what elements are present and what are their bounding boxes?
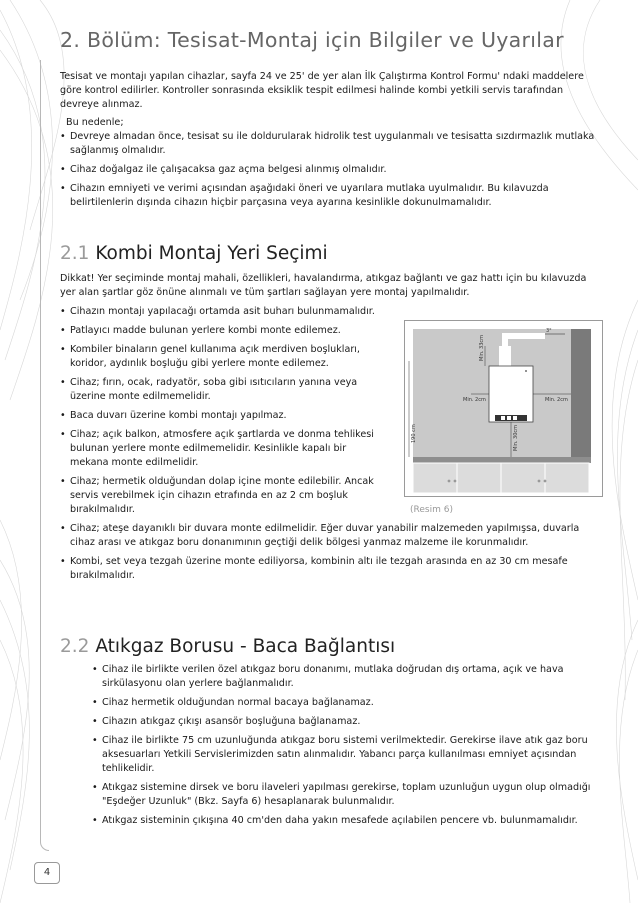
list-item: • Cihazın atıkgaz çıkışı asansör boşluğuna bağlanamaz. [92, 715, 598, 729]
section-number: 2.2 [60, 636, 90, 657]
page-frame-line [40, 60, 49, 851]
section-title: Atıkgaz Borusu - Baca Bağlantısı [95, 636, 396, 657]
intro-section [60, 70, 598, 210]
list-item: • Patlayıcı madde bulunan yerlere kombi monte edilemez. [60, 324, 382, 338]
section-number: 2.1 [60, 243, 90, 264]
section-2-2-heading [60, 636, 598, 657]
list-item: • Cihaz ile birlikte verilen özel atıkgaz boru donanımı, mutlaka doğrudan dış ortama, açık ve hava sirkülasyonu olan yerlere bağlanmalıdır. [92, 663, 598, 691]
section-2-2-list [60, 663, 598, 828]
intro-paragraph: Tesisat ve montajı yapılan cihazlar, sayfa 24 ve 25' de yer alan İlk Çalıştırma Kontrol Formu' ndaki maddelere göre kontrol edilirler. Kontroller sonrasında eksiklik tespit edilmesi halinde kombi yetkili servis tarafından devreye alınmaz. [60, 71, 584, 110]
list-item: • Atıkgaz sisteminin çıkışına 40 cm'den daha yakın mesafede açılabilen pencere vb. bulunmamalıdır. [92, 814, 598, 828]
page-content [60, 28, 598, 826]
list-item: • Cihaz; hermetik olduğundan dolap içine monte edilebilir. Ancak servis verebilmek için cihazın etrafında en az 2 cm boşluk bırakılmalıdır. [60, 475, 382, 517]
installation-diagram [404, 320, 603, 497]
list-item: • Kombiler binaların genel kullanıma açık merdiven boşlukları, koridor, aydınlık boşluğu gibi yerlere monte edilemez. [60, 343, 382, 371]
list-item: • Cihaz; açık balkon, atmosfere açık şartlarda ve donma tehlikesi bulunan yerlere monte edilmemelidir. Kesinlikle kapalı bir mekana monte edilmelidir. [60, 428, 382, 470]
label-top-clearance: Min. 33cm [479, 334, 485, 361]
section-2-2 [60, 636, 598, 828]
intro-bullet: • Devreye almadan önce, tesisat su ile doldurularak hidrolik test uygulanmalı ve tesisatta sızdırmazlık mutlaka sağlanmış olmalıdır. [60, 130, 598, 158]
list-item: • Cihaz; ateşe dayanıklı bir duvara monte edilmelidir. Eğer duvar yanabilir malzemeden yapılmışsa, duvarla cihaz arası ve atıkgaz boru donanımının geçtiği delik bölgesi yanmaz malzeme ile korunmalıdır. [60, 522, 598, 550]
list-item: • Cihaz; fırın, ocak, radyatör, soba gibi ısıtıcıların yanına veya üzerine monte edilmemelidir. [60, 376, 382, 404]
list-item: • Cihaz ile birlikte 75 cm uzunluğunda atıkgaz boru sistemi verilmektedir. Gerekirse ilave atık gaz boru aksesuarları Yetkili Servislerimizden satın alınmalıdır. Yabancı parça kullanılması emniyet açısından tehlikelidir. [92, 734, 598, 776]
intro-bullet: • Cihaz doğalgaz ile çalışacaksa gaz açma belgesi alınmış olmalıdır. [60, 163, 598, 177]
page-number: 4 [34, 862, 60, 884]
label-angle: 3° [546, 328, 552, 334]
section-title: Kombi Montaj Yeri Seçimi [95, 243, 328, 264]
figure-caption: (Resim 6) [410, 505, 453, 515]
label-right-clearance: Min. 2cm [545, 397, 568, 403]
list-item: • Atıkgaz sistemine dirsek ve boru ilaveleri yapılması gerekirse, toplam uzunluğun uygun olup olmadığı "Eşdeğer Uzunluk" (Bkz. Sayfa 6) hesaplanarak bulunmalıdır. [92, 781, 598, 809]
page-title: 2. Bölüm: Tesisat-Montaj için Bilgiler ve Uyarılar [60, 28, 564, 52]
label-mount-height: 190 cm [411, 424, 417, 443]
section-2-1-intro: Dikkat! Yer seçiminde montaj mahali, özellikleri, havalandırma, atıkgaz bağlantı ve gaz hattı için bu kılavuzda yer alan şartlar göz önüne alınmalı ve tüm şartları sağlayan yere montaj yapılmalıdır. [60, 273, 587, 298]
list-item: • Cihaz hermetik olduğundan normal bacaya bağlanamaz. [92, 696, 598, 710]
label-bottom-clearance: Min. 30cm [513, 424, 519, 451]
list-item: • Cihazın montajı yapılacağı ortamda asit buharı bulunmamalıdır. [60, 305, 382, 319]
intro-bullet: • Cihazın emniyeti ve verimi açısından aşağıdaki öneri ve uyarılara mutlaka uyulmalıdır. Bu kılavuzda belirtilenlerin dışında cihazın hiçbir parçasına veya ayarına kesinlikle dokunulmamalıdır. [60, 182, 598, 210]
label-left-clearance: Min. 2cm [463, 397, 486, 403]
section-2-1-heading [60, 243, 598, 264]
section-2-1-left-list [60, 305, 382, 517]
reasons-label: Bu nedenle; [66, 117, 124, 128]
installation-diagram-drawing [405, 321, 602, 496]
section-2-1 [60, 243, 598, 583]
list-item: • Kombi, set veya tezgah üzerine monte ediliyorsa, kombinin altı ile tezgah arasında en az 30 cm mesafe bırakılmalıdır. [60, 555, 598, 583]
list-item: • Baca duvarı üzerine kombi montajı yapılmaz. [60, 409, 382, 423]
